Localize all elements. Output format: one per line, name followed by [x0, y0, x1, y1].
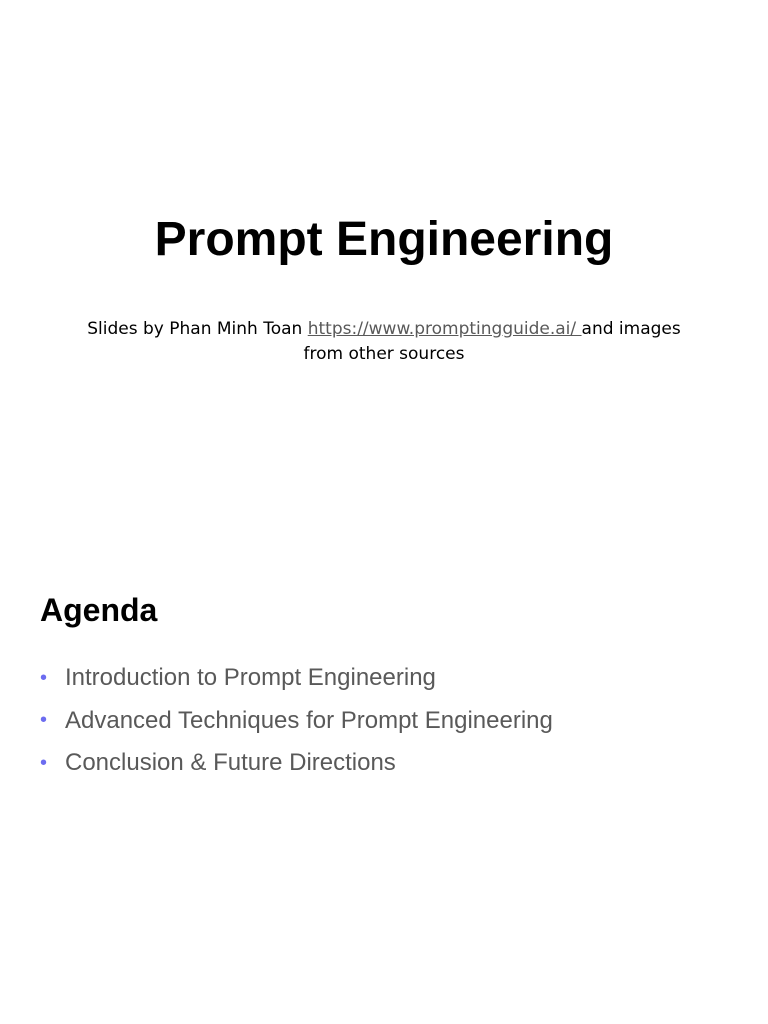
- subtitle-prefix: Slides by Phan Minh Toan: [87, 319, 308, 339]
- slide-subtitle: [70, 317, 698, 367]
- bullet-icon: •: [40, 666, 48, 689]
- agenda-item: [40, 657, 553, 700]
- agenda-list: [40, 657, 553, 785]
- agenda-item: [40, 700, 553, 743]
- agenda-item: [40, 742, 553, 785]
- slide-title: Prompt Engineering: [154, 213, 614, 266]
- agenda-item-label: Advanced Techniques for Prompt Engineering: [65, 706, 553, 734]
- subtitle-suffix: and images from other sources: [303, 319, 681, 364]
- bullet-icon: •: [40, 751, 48, 774]
- bullet-icon: •: [40, 709, 48, 732]
- source-link[interactable]: https://www.promptingguide.ai/: [307, 319, 582, 339]
- agenda-item-label: Conclusion & Future Directions: [65, 749, 396, 777]
- agenda-item-label: Introduction to Prompt Engineering: [65, 664, 436, 692]
- agenda-heading: Agenda: [40, 592, 158, 628]
